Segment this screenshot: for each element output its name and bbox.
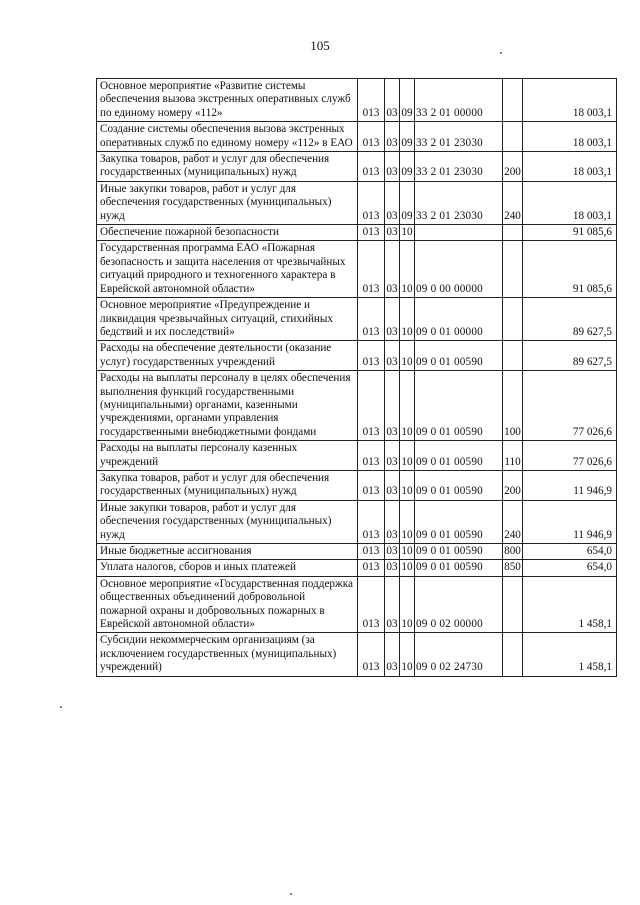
row-name: Субсидии некоммерческим организациям (за исключением государственных (муниципальных) учреждений) <box>97 633 358 676</box>
admin-code: 013 <box>358 341 385 371</box>
expense-type-code: 100 <box>503 371 523 441</box>
expense-type-code: 200 <box>503 152 523 182</box>
admin-code: 013 <box>358 560 385 576</box>
scan-speck <box>60 706 62 708</box>
row-name: Обеспечение пожарной безопасности <box>97 225 358 241</box>
table-row <box>97 500 617 543</box>
subsection-code: 10 <box>400 470 415 500</box>
subsection-code: 09 <box>400 152 415 182</box>
target-article-code: 33 2 01 23030 <box>415 152 503 182</box>
target-article-code: 09 0 02 00000 <box>415 576 503 633</box>
row-name: Иные закупки товаров, работ и услуг для обеспечения государственных (муниципальных) нужд <box>97 500 358 543</box>
admin-code: 013 <box>358 544 385 560</box>
amount: 11 946,9 <box>523 500 617 543</box>
section-code: 03 <box>385 152 400 182</box>
admin-code: 013 <box>358 181 385 224</box>
subsection-code: 09 <box>400 79 415 122</box>
table-row <box>97 122 617 152</box>
subsection-code: 10 <box>400 298 415 341</box>
row-name: Иные бюджетные ассигнования <box>97 544 358 560</box>
amount: 77 026,6 <box>523 441 617 471</box>
section-code: 03 <box>385 576 400 633</box>
section-code: 03 <box>385 633 400 676</box>
target-article-code: 09 0 02 24730 <box>415 633 503 676</box>
table-row <box>97 441 617 471</box>
amount: 18 003,1 <box>523 181 617 224</box>
table-row <box>97 633 617 676</box>
table-row <box>97 152 617 182</box>
section-code: 03 <box>385 298 400 341</box>
expense-type-code: 240 <box>503 181 523 224</box>
admin-code: 013 <box>358 79 385 122</box>
row-name: Расходы на обеспечение деятельности (оказание услуг) государственных учреждений <box>97 341 358 371</box>
subsection-code: 10 <box>400 576 415 633</box>
subsection-code: 10 <box>400 560 415 576</box>
amount: 18 003,1 <box>523 152 617 182</box>
subsection-code: 10 <box>400 341 415 371</box>
table-row <box>97 341 617 371</box>
subsection-code: 10 <box>400 241 415 298</box>
expense-type-code <box>503 341 523 371</box>
expense-type-code <box>503 576 523 633</box>
subsection-code: 10 <box>400 500 415 543</box>
expense-type-code: 800 <box>503 544 523 560</box>
row-name: Основное мероприятие «Предупреждение и ликвидация чрезвычайных ситуаций, стихийных бедствий и их последствий» <box>97 298 358 341</box>
section-code: 03 <box>385 560 400 576</box>
amount: 91 085,6 <box>523 225 617 241</box>
expense-type-code <box>503 79 523 122</box>
section-code: 03 <box>385 341 400 371</box>
table-row <box>97 79 617 122</box>
table-row <box>97 470 617 500</box>
admin-code: 013 <box>358 633 385 676</box>
budget-table <box>96 78 617 677</box>
expense-type-code <box>503 633 523 676</box>
admin-code: 013 <box>358 241 385 298</box>
budget-table-body <box>97 79 617 677</box>
section-code: 03 <box>385 371 400 441</box>
row-name: Закупка товаров, работ и услуг для обеспечения государственных (муниципальных) нужд <box>97 152 358 182</box>
page-number: 105 <box>310 38 330 53</box>
amount: 89 627,5 <box>523 298 617 341</box>
target-article-code: 09 0 01 00590 <box>415 470 503 500</box>
admin-code: 013 <box>358 298 385 341</box>
target-article-code: 09 0 01 00590 <box>415 371 503 441</box>
section-code: 03 <box>385 441 400 471</box>
target-article-code: 09 0 00 00000 <box>415 241 503 298</box>
target-article-code: 09 0 01 00000 <box>415 298 503 341</box>
target-article-code: 09 0 01 00590 <box>415 500 503 543</box>
expense-type-code <box>503 241 523 298</box>
subsection-code: 10 <box>400 441 415 471</box>
subsection-code: 10 <box>400 633 415 676</box>
section-code: 03 <box>385 500 400 543</box>
expense-type-code <box>503 298 523 341</box>
admin-code: 013 <box>358 152 385 182</box>
row-name: Иные закупки товаров, работ и услуг для обеспечения государственных (муниципальных) нужд <box>97 181 358 224</box>
section-code: 03 <box>385 225 400 241</box>
section-code: 03 <box>385 470 400 500</box>
target-article-code: 09 0 01 00590 <box>415 341 503 371</box>
subsection-code: 10 <box>400 371 415 441</box>
table-row <box>97 576 617 633</box>
row-name: Закупка товаров, работ и услуг для обеспечения государственных (муниципальных) нужд <box>97 470 358 500</box>
admin-code: 013 <box>358 470 385 500</box>
amount: 18 003,1 <box>523 122 617 152</box>
amount: 91 085,6 <box>523 241 617 298</box>
row-name: Расходы на выплаты персоналу в целях обеспечения выполнения функций государственными (муниципальными) органами, казенными учреждениями, органами управления государственными внебюджетными фондами <box>97 371 358 441</box>
section-code: 03 <box>385 79 400 122</box>
row-name: Основное мероприятие «Развитие системы обеспечения вызова экстренных оперативных служб по единому номеру «112» <box>97 79 358 122</box>
subsection-code: 10 <box>400 544 415 560</box>
amount: 89 627,5 <box>523 341 617 371</box>
target-article-code: 09 0 01 00590 <box>415 560 503 576</box>
amount: 1 458,1 <box>523 633 617 676</box>
target-article-code <box>415 225 503 241</box>
subsection-code: 10 <box>400 225 415 241</box>
amount: 11 946,9 <box>523 470 617 500</box>
section-code: 03 <box>385 241 400 298</box>
admin-code: 013 <box>358 441 385 471</box>
target-article-code: 33 2 01 00000 <box>415 79 503 122</box>
admin-code: 013 <box>358 122 385 152</box>
target-article-code: 09 0 01 00590 <box>415 441 503 471</box>
row-name: Уплата налогов, сборов и иных платежей <box>97 560 358 576</box>
section-code: 03 <box>385 544 400 560</box>
expense-type-code: 240 <box>503 500 523 543</box>
table-row <box>97 225 617 241</box>
amount: 18 003,1 <box>523 79 617 122</box>
table-row <box>97 371 617 441</box>
table-row <box>97 241 617 298</box>
amount: 1 458,1 <box>523 576 617 633</box>
scan-speck <box>500 52 502 54</box>
subsection-code: 09 <box>400 122 415 152</box>
amount: 654,0 <box>523 560 617 576</box>
row-name: Основное мероприятие «Государственная поддержка общественных объединений добровольной пожарной охраны и добровольных пожарных в Еврейской автономной области» <box>97 576 358 633</box>
row-name: Создание системы обеспечения вызова экстренных оперативных служб по единому номеру «112» в ЕАО <box>97 122 358 152</box>
expense-type-code <box>503 225 523 241</box>
table-row <box>97 544 617 560</box>
expense-type-code <box>503 122 523 152</box>
section-code: 03 <box>385 122 400 152</box>
row-name: Государственная программа ЕАО «Пожарная безопасность и защита населения от чрезвычайных ситуаций природного и техногенного характера в Еврейской автономной области» <box>97 241 358 298</box>
expense-type-code: 200 <box>503 470 523 500</box>
table-row <box>97 181 617 224</box>
amount: 77 026,6 <box>523 371 617 441</box>
admin-code: 013 <box>358 371 385 441</box>
target-article-code: 33 2 01 23030 <box>415 181 503 224</box>
expense-type-code: 850 <box>503 560 523 576</box>
admin-code: 013 <box>358 225 385 241</box>
target-article-code: 09 0 01 00590 <box>415 544 503 560</box>
target-article-code: 33 2 01 23030 <box>415 122 503 152</box>
table-row <box>97 298 617 341</box>
row-name: Расходы на выплаты персоналу казенных учреждений <box>97 441 358 471</box>
admin-code: 013 <box>358 576 385 633</box>
amount: 654,0 <box>523 544 617 560</box>
subsection-code: 09 <box>400 181 415 224</box>
section-code: 03 <box>385 181 400 224</box>
admin-code: 013 <box>358 500 385 543</box>
table-row <box>97 560 617 576</box>
scan-speck <box>290 893 292 895</box>
expense-type-code: 110 <box>503 441 523 471</box>
